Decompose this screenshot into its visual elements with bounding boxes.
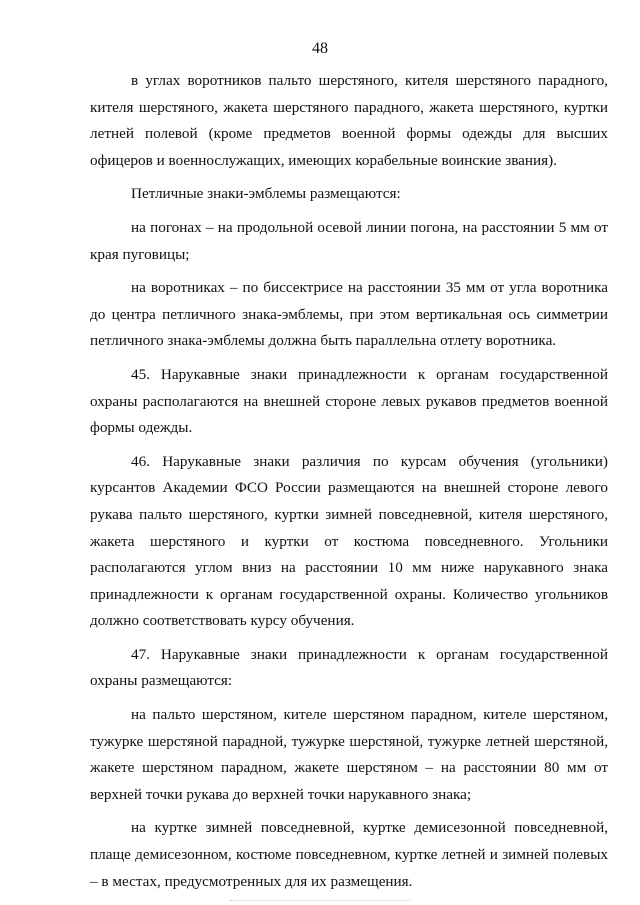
paragraph-emblems-collar: на воротниках – по биссектрисе на расстоянии 35 мм от угла воротника до центра петличного знака-эмблемы, при этом вертикальная ось симметрии петличного знака-эмблемы должна быть параллельна отлету воротника. [90, 279, 608, 350]
paragraph-47-coat: на пальто шерстяном, кителе шерстяном парадном, кителе шерстяном, тужурке шерстяной парадной, тужурке шерстяной, тужурке летней шерстяной, жакете шерстяном парадном, жакете шерстяном – на расстоянии 80 мм от верхней точки рукава до верхней точки нарукавного знака; [90, 706, 608, 803]
page-number: 48 [312, 40, 328, 57]
paragraph-47: 47. Нарукавные знаки принадлежности к органам государственной охраны размещаются: [90, 645, 608, 690]
paragraph-46: 46. Нарукавные знаки различия по курсам обучения (угольники) курсантов Академии ФСО России размещаются на внешней стороне левого рукава пальто шерстяного, куртки зимней повседневной, кителя шерстяного, жакета шерстяного и куртки от костюма повседневного. Угольники располагаются углом вниз на расстоянии 10 мм ниже нарукавного знака принадлежности к органам государственной охраны. Количество угольников должно соответствовать курсу обучения. [90, 452, 608, 630]
paragraph-47-jacket: на куртке зимней повседневной, куртке демисезонной повседневной, плаще демисезонном, костюме повседневном, куртке летней и зимней полевых – в местах, предусмотренных для их размещения. [90, 819, 608, 890]
paragraph-collar-corners: в углах воротников пальто шерстяного, кителя шерстяного парадного, кителя шерстяного, жакета шерстяного парадного, жакета шерстяного, куртки летней полевой (кроме предметов военной формы одежды для высших офицеров и военнослужащих, имеющих корабельные воинские звания). [90, 72, 608, 169]
paragraph-emblems-intro: Петличные знаки-эмблемы размещаются: [131, 185, 401, 203]
document-body [90, 68, 608, 895]
scan-edge-mark [230, 900, 410, 902]
paragraph-emblems-shoulder: на погонах – на продольной осевой линии погона, на расстоянии 5 мм от края пуговицы; [90, 218, 608, 263]
paragraph-45: 45. Нарукавные знаки принадлежности к органам государственной охраны располагаются на внешней стороне левых рукавов предметов военной формы одежды. [90, 365, 608, 437]
